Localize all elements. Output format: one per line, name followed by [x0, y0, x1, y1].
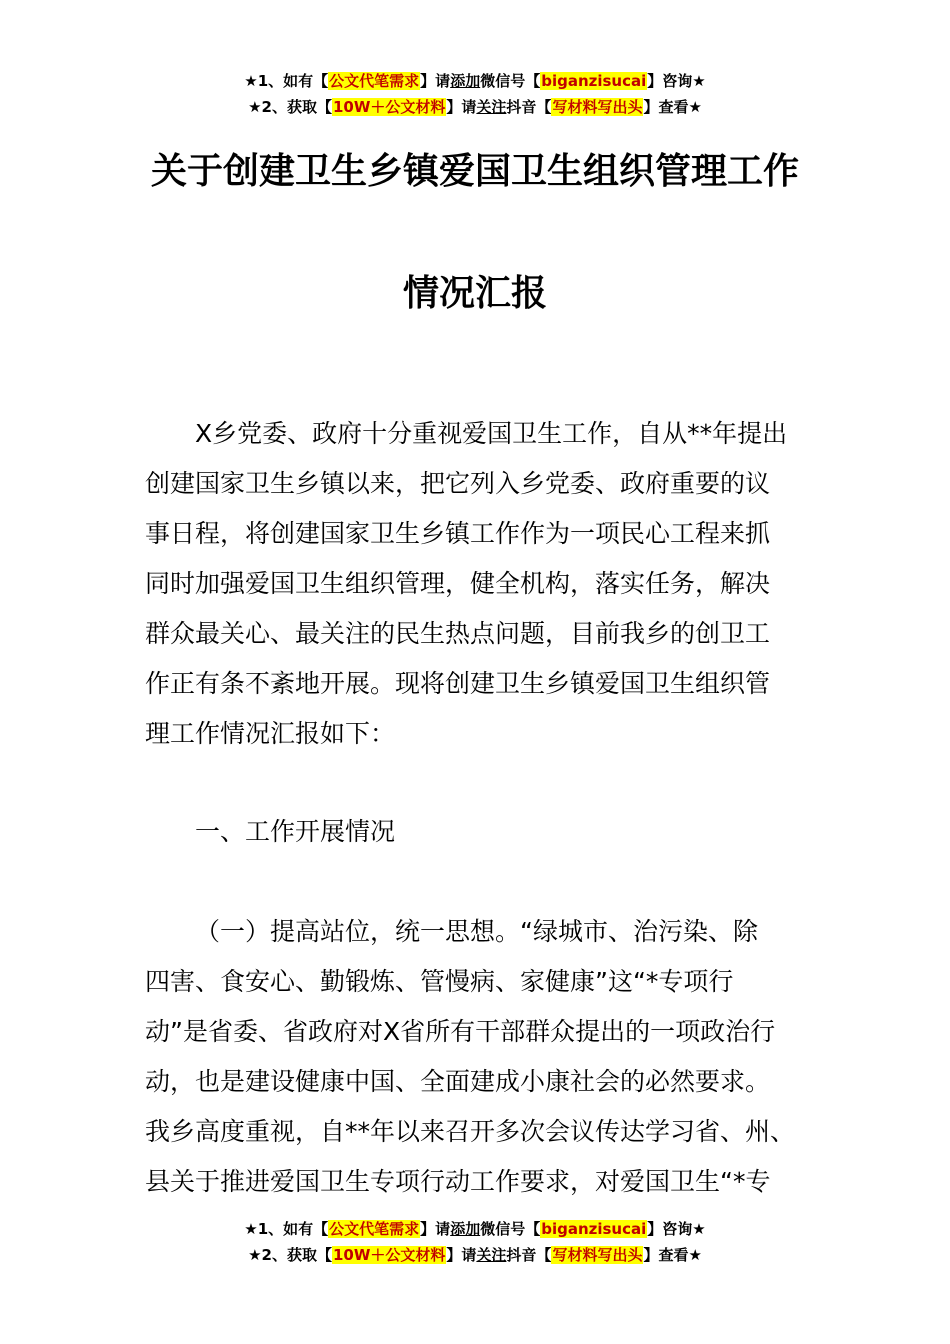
banner-text: ★2、获取【 — [248, 1246, 332, 1264]
banner-text: 】咨询★ — [647, 72, 706, 90]
banner-text: 】请 — [420, 72, 451, 90]
document-title-line-1: 关于创建卫生乡镇爱国卫生组织管理工作 — [150, 151, 799, 192]
section-heading-text: 一、工作开展情况 — [195, 817, 396, 846]
banner-text: 抖音【 — [506, 98, 552, 116]
paragraph-line: 作正有条不紊地开展。现将创建卫生乡镇爱国卫生组织管 — [145, 669, 771, 698]
paragraph-line: （一）提高站位，统一思想。“绿城市、治污染、除 — [195, 917, 758, 946]
footer-banner — [0, 1216, 950, 1268]
paragraph-section-1 — [145, 907, 815, 1207]
paragraph-line: 理工作情况汇报如下： — [145, 719, 396, 748]
banner-highlight: 写材料写出头 — [552, 98, 643, 116]
paragraph-line: 四害、食安心、勤锻炼、管慢病、家健康”这“*专项行 — [145, 967, 734, 996]
banner-underlined-text: 关注 — [476, 98, 507, 116]
banner-text: ★2、获取【 — [248, 98, 332, 116]
section-heading — [145, 807, 815, 857]
banner-text: 】查看★ — [643, 98, 702, 116]
banner-underlined-text: 关注 — [476, 1246, 507, 1264]
paragraph-line: 动，也是建设健康中国、全面建成小康社会的必然要求。 — [145, 1067, 771, 1096]
banner-highlight: 10W＋公文材料 — [332, 98, 446, 116]
paragraph-intro — [145, 409, 815, 759]
paragraph-line: 同时加强爱国卫生组织管理，健全机构，落实任务，解决 — [145, 569, 771, 598]
paragraph-line: 事日程，将创建国家卫生乡镇工作作为一项民心工程来抓 — [145, 519, 771, 548]
banner-text: ★1、如有【 — [244, 72, 329, 90]
paragraph-line: 动”是省委、省政府对X省所有干部群众提出的一项政治行 — [145, 1017, 776, 1046]
banner-text: 】咨询★ — [647, 1220, 706, 1238]
banner-highlight: 公文代笔需求 — [329, 72, 420, 90]
paragraph-line: X乡党委、政府十分重视爱国卫生工作，自从**年提出 — [195, 419, 788, 448]
paragraph-line: 县关于推进爱国卫生专项行动工作要求，对爱国卫生“*专 — [145, 1167, 771, 1196]
banner-highlight: 写材料写出头 — [552, 1246, 643, 1264]
paragraph-line: 群众最关心、最关注的民生热点问题，目前我乡的创卫工 — [145, 619, 771, 648]
banner-text: 抖音【 — [506, 1246, 552, 1264]
banner-text: 】请 — [420, 1220, 451, 1238]
banner-highlight: 公文代笔需求 — [329, 1220, 420, 1238]
banner-line-1 — [0, 68, 950, 94]
header-banner — [0, 68, 950, 120]
banner-line-2 — [0, 1242, 950, 1268]
document-title-line-2: 情况汇报 — [402, 273, 547, 314]
banner-underlined-text: 添加 — [450, 1220, 481, 1238]
banner-text: 】查看★ — [643, 1246, 702, 1264]
banner-line-1 — [0, 1216, 950, 1242]
banner-text: 微信号【 — [480, 1220, 541, 1238]
banner-text: 微信号【 — [480, 72, 541, 90]
banner-highlight: 10W＋公文材料 — [332, 1246, 446, 1264]
paragraph-line: 我乡高度重视，自**年以来召开多次会议传达学习省、州、 — [145, 1117, 796, 1146]
banner-text: ★1、如有【 — [244, 1220, 329, 1238]
banner-line-2 — [0, 94, 950, 120]
banner-text: 】请 — [446, 1246, 477, 1264]
banner-highlight: biganzisucai — [541, 1220, 647, 1238]
banner-highlight: biganzisucai — [541, 72, 647, 90]
banner-text: 】请 — [446, 98, 477, 116]
banner-underlined-text: 添加 — [450, 72, 481, 90]
paragraph-line: 创建国家卫生乡镇以来，把它列入乡党委、政府重要的议 — [145, 469, 771, 498]
